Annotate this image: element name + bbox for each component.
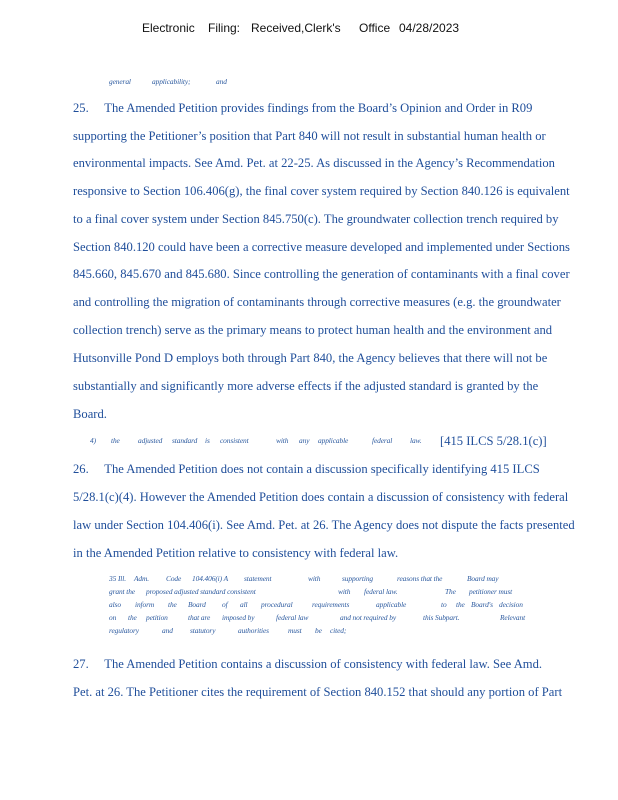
reg-word: proposed adjusted standard consistent [146,587,256,596]
body-line: Hutsonville Pond D employs both through Part 840, the Agency believes that there will not be [73,351,548,365]
reg-word: and not required by [340,613,397,622]
body-line: to a final cover system under Section 845.750(c). The groundwater collection trench required by [73,212,559,226]
criterion-word: law. [410,436,422,445]
reg-word: must [288,626,302,635]
reg-word: Code [166,574,182,583]
criterion-word: is [205,436,210,445]
reg-word: statement [244,574,272,583]
reg-word: 35 Ill. [109,574,126,583]
header-received-clerks: Received,Clerk's [251,21,341,35]
header-office: Office [359,21,391,35]
reg-word: supporting [342,574,374,583]
body-line: substantially and significantly more adverse effects if the adjusted standard is granted by the [73,379,539,393]
reg-word: reasons that the [397,574,443,583]
reg-word: 104.406(i) A [192,574,229,583]
body-line: collection trench) serve as the primary means to protect human health and the environment and [73,323,553,337]
reg-word: Board [188,600,206,609]
reg-word: to [441,600,447,609]
criterion-word: 4) [90,436,96,445]
reg-word: applicable [376,600,407,609]
reg-word: decision [499,600,523,609]
header-filing: Filing: [208,21,241,35]
reg-word: that are [188,613,211,622]
body-line: 27. The Amended Petition contains a discussion of consistency with federal law. See Amd. [73,657,543,671]
reg-word: on [109,613,117,622]
body-line: in the Amended Petition relative to consistency with federal law. [73,546,399,560]
reg-word: Board may [467,574,499,583]
body-line: supporting the Petitioner’s position that Part 840 will not result in substantial human health or [73,129,546,143]
criterion-word: applicable [318,436,349,445]
criterion-word: consistent [220,436,249,445]
reg-word: inform [135,600,155,609]
criterion-word: the [111,436,120,445]
reg-word: requirements [312,600,350,609]
criterion-word: federal [372,436,393,445]
reg-word: federal law. [364,587,398,596]
reg-word: statutory [190,626,216,635]
reg-word: Board's [471,600,493,609]
reg-word: and [162,626,173,635]
criterion-word: any [299,436,310,445]
reg-word: of [222,600,228,609]
criterion-word: adjusted [138,436,163,445]
reg-word: The [445,587,456,596]
criterion-word: standard [172,436,198,445]
body-line: Section 840.120 could have been a corrective measure developed and implemented under Sections [73,240,570,254]
reg-word: regulatory [109,626,139,635]
reg-word: federal law [276,613,309,622]
reg-word: Adm. [134,574,149,583]
top-note-word: applicability; [152,77,191,86]
header-electronic: Electronic [142,21,195,35]
reg-word: procedural [261,600,293,609]
reg-word: all [240,600,248,609]
reg-word: the [128,613,137,622]
reg-word: the [456,600,465,609]
reg-word: this Subpart. [423,613,460,622]
reg-word: petitioner must [469,587,513,596]
body-line: law under Section 104.406(i). See Amd. Pet. at 26. The Agency does not dispute the facts presented [73,518,575,532]
reg-word: with [308,574,321,583]
reg-word: grant the [109,587,135,596]
body-line: 26. The Amended Petition does not contain a discussion specifically identifying 415 ILCS [73,462,540,476]
body-line: 845.660, 845.670 and 845.680. Since controlling the generation of contaminants with a final cover [73,267,570,281]
filing-stamp-header [0,21,618,37]
reg-word: be [315,626,322,635]
reg-word: imposed by [222,613,255,622]
reg-word: authorities [238,626,269,635]
reg-word: also [109,600,121,609]
body-line: 5/28.1(c)(4). However the Amended Petition does contain a discussion of consistency with federal [73,490,569,504]
criterion-word: with [276,436,289,445]
reg-word: cited; [330,626,347,635]
criterion-citation: [415 ILCS 5/28.1(c)] [440,434,547,448]
body-line: environmental impacts. See Amd. Pet. at 22-25. As discussed in the Agency’s Recommendation [73,156,555,170]
reg-word: the [168,600,177,609]
top-note-word: and [216,77,227,86]
body-line: and controlling the migration of contaminants through corrective measures (e.g. the groundwater [73,295,561,309]
body-line: Pet. at 26. The Petitioner cites the requirement of Section 840.152 that should any portion of Part [73,685,563,699]
body-line: 25. The Amended Petition provides findings from the Board’s Opinion and Order in R09 [73,101,533,115]
body-line: responsive to Section 106.406(g), the final cover system required by Section 840.126 is equivalent [73,184,570,198]
body-line: Board. [73,407,107,421]
reg-word: petition [146,613,168,622]
header-date: 04/28/2023 [399,21,460,35]
reg-word: with [338,587,351,596]
top-note-word: general [109,77,131,86]
reg-word: Relevant [500,613,526,622]
